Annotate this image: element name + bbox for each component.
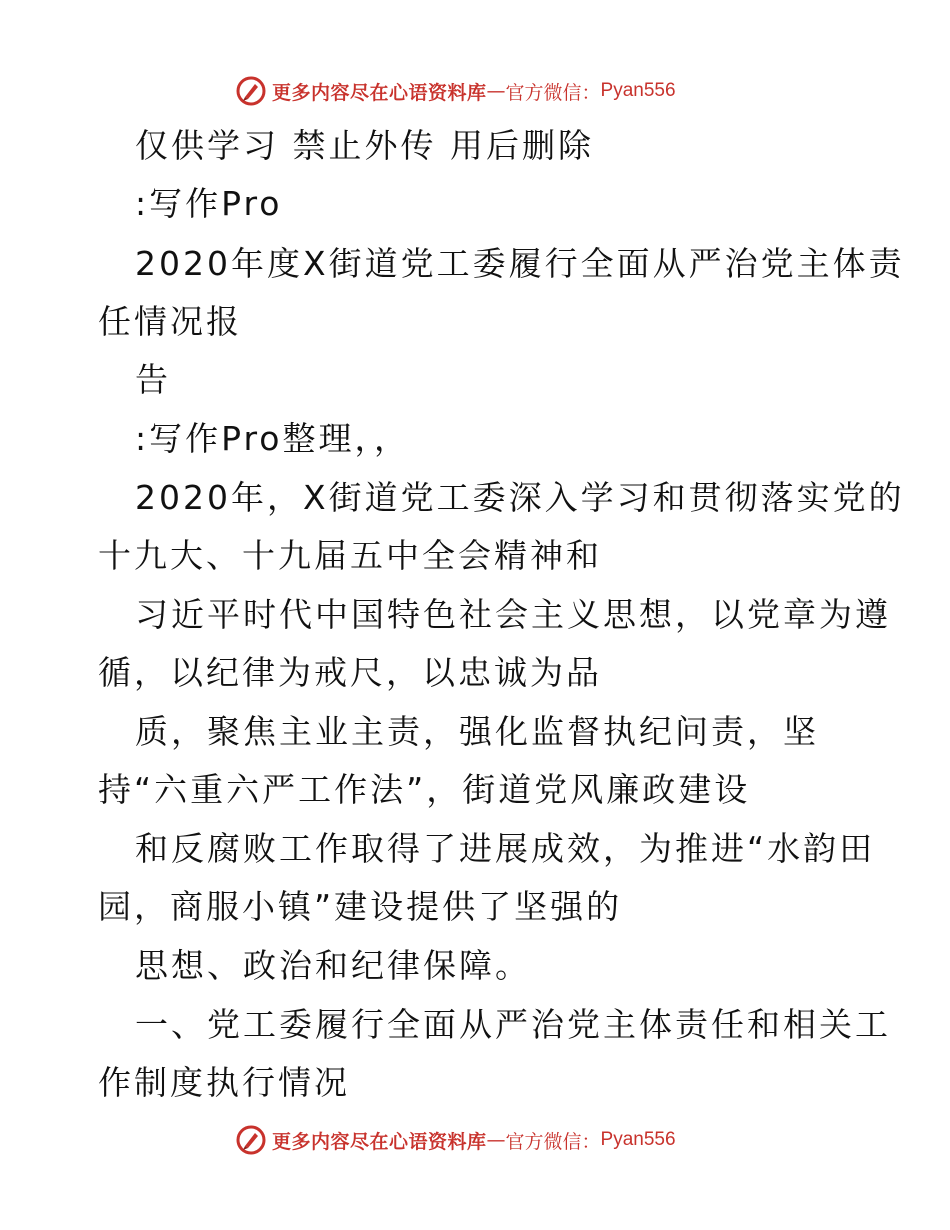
section-heading-line: 一、党工委履行全面从严治党主体责任和相关工 [135, 1005, 891, 1044]
watermark-wechat-label: 官方微信： [505, 81, 601, 104]
document-title-line: 告 [135, 360, 171, 399]
document-line: 园，商服小镇”建设提供了坚强的 [98, 887, 623, 926]
document-line: 思想、政治和纪律保障。 [135, 946, 531, 985]
document-line: 持“六重六严工作法”，街道党风廉政建设 [98, 770, 751, 809]
document-line: 循，以纪律为戒尺，以忠诚为品 [98, 653, 602, 692]
document-line: :写作Pro整理，， [135, 419, 410, 458]
document-line: 2020年，X街道党工委深入学习和贯彻落实党的 [135, 478, 905, 517]
document-line: 习近平时代中国特色社会主义思想，以党章为遵 [135, 595, 891, 634]
watermark-separator: — [486, 1129, 506, 1151]
document-line: :写作Pro [135, 184, 283, 223]
document-title-line: 2020年度X街道党工委履行全面从严治党主体责 [135, 244, 905, 283]
watermark-wechat-id: Pyan556 [600, 80, 676, 101]
document-line: 仅供学习 禁止外传 用后删除 [135, 126, 594, 165]
pen-circle-icon [236, 1125, 266, 1155]
watermark-wechat-label: 官方微信： [505, 1130, 601, 1153]
header-watermark [236, 76, 676, 106]
watermark-separator: — [486, 80, 506, 102]
watermark-wechat-id: Pyan556 [600, 1129, 676, 1150]
watermark-title: 更多内容尽在心语资料库 [272, 1130, 487, 1153]
pen-circle-icon [236, 76, 266, 106]
document-line: 质，聚焦主业主责，强化监督执纪问责，坚 [135, 712, 819, 751]
footer-watermark [236, 1125, 676, 1155]
document-line: 和反腐败工作取得了进展成效，为推进“水韵田 [135, 829, 876, 868]
watermark-title: 更多内容尽在心语资料库 [272, 81, 487, 104]
section-heading-line: 作制度执行情况 [98, 1063, 350, 1102]
document-title-line: 任情况报 [98, 302, 242, 341]
document-line: 十九大、十九届五中全会精神和 [98, 536, 602, 575]
